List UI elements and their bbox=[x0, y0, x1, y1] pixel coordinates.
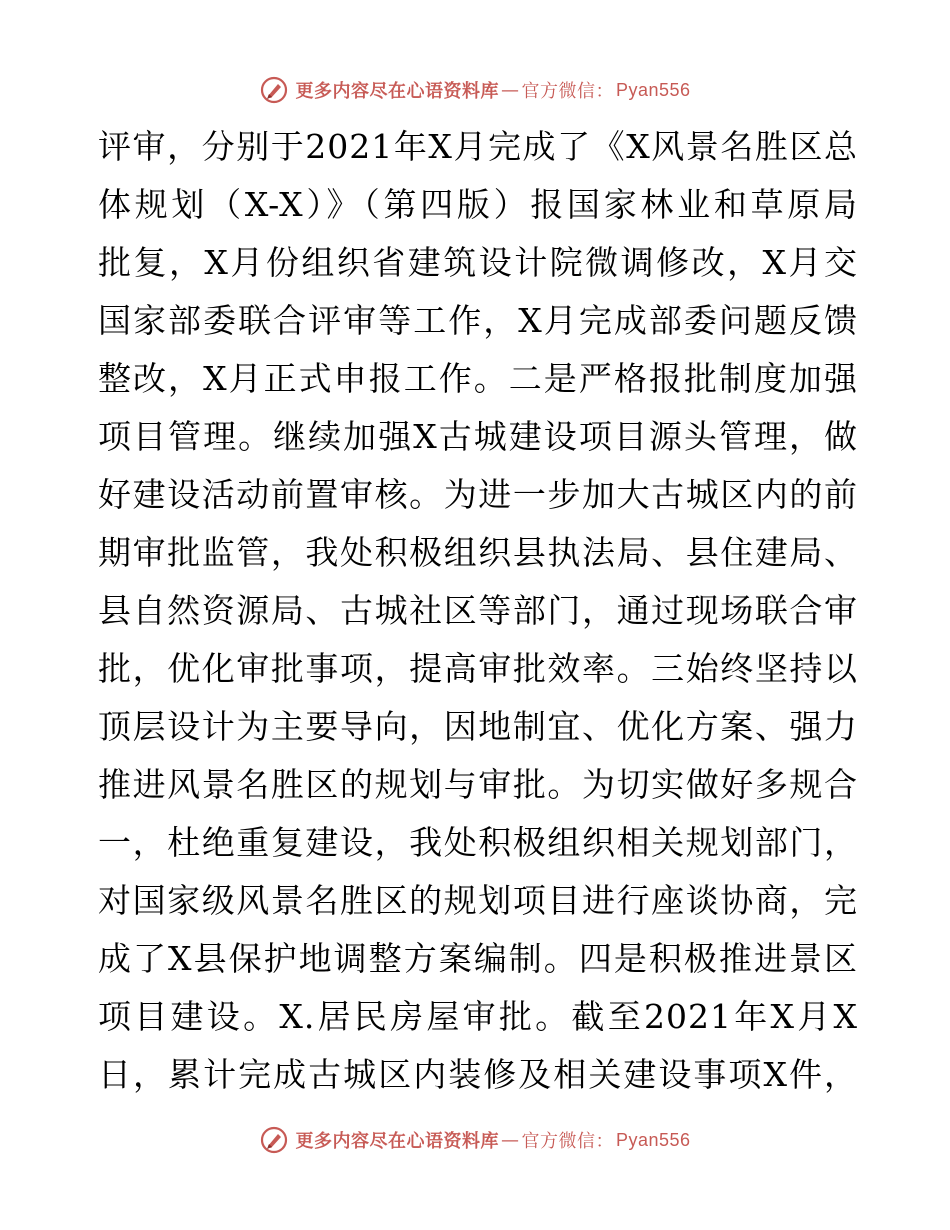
body-line: 批，优化审批事项，提高审批效率。三始终坚持以 bbox=[98, 649, 858, 688]
pen-nib-circle-icon bbox=[259, 75, 289, 105]
watermark-main-text: 更多内容尽在心语资料库 bbox=[295, 1131, 499, 1152]
body-line: 批复，X月份组织省建筑设计院微调修改，X月交 bbox=[98, 243, 858, 282]
pen-nib-circle-icon bbox=[259, 1125, 289, 1155]
footer-watermark bbox=[0, 1120, 950, 1160]
body-line: 评审，分别于2021年X月完成了《X风景名胜区总 bbox=[98, 127, 858, 166]
body-line: 体规划（X-X）》（第四版）报国家林业和草原局 bbox=[98, 185, 858, 224]
body-line: 期审批监管，我处积极组织县执法局、县住建局、 bbox=[98, 533, 858, 572]
body-line: 成了X县保护地调整方案编制。四是积极推进景区 bbox=[98, 939, 858, 978]
body-line: 顶层设计为主要导向，因地制宜、优化方案、强力 bbox=[98, 707, 858, 746]
watermark-official-label: 官方微信： bbox=[521, 1131, 614, 1152]
body-line: 对国家级风景名胜区的规划项目进行座谈协商，完 bbox=[98, 881, 858, 920]
watermark-dash: — bbox=[500, 79, 520, 101]
watermark-wechat-id: Pyan556 bbox=[615, 79, 691, 100]
body-line: 国家部委联合评审等工作，X月完成部委问题反馈 bbox=[98, 301, 858, 340]
body-line: 好建设活动前置审核。为进一步加大古城区内的前 bbox=[98, 475, 858, 514]
body-line: 项目管理。继续加强X古城建设项目源头管理，做 bbox=[98, 417, 858, 456]
body-line: 一，杜绝重复建设，我处积极组织相关规划部门， bbox=[98, 823, 858, 862]
header-watermark bbox=[0, 70, 950, 110]
watermark-wechat-id: Pyan556 bbox=[615, 1129, 691, 1150]
watermark-dash: — bbox=[500, 1129, 520, 1151]
body-line: 日，累计完成古城区内装修及相关建设事项X件， bbox=[98, 1055, 858, 1094]
body-line: 项目建设。X.居民房屋审批。截至2021年X月X bbox=[98, 997, 858, 1036]
body-line: 县自然资源局、古城社区等部门，通过现场联合审 bbox=[98, 591, 858, 630]
watermark-official-label: 官方微信： bbox=[521, 81, 614, 102]
document-body bbox=[98, 118, 858, 1104]
body-line: 推进风景名胜区的规划与审批。为切实做好多规合 bbox=[98, 765, 858, 804]
watermark-main-text: 更多内容尽在心语资料库 bbox=[295, 81, 499, 102]
body-line: 整改，X月正式申报工作。二是严格报批制度加强 bbox=[98, 359, 858, 398]
